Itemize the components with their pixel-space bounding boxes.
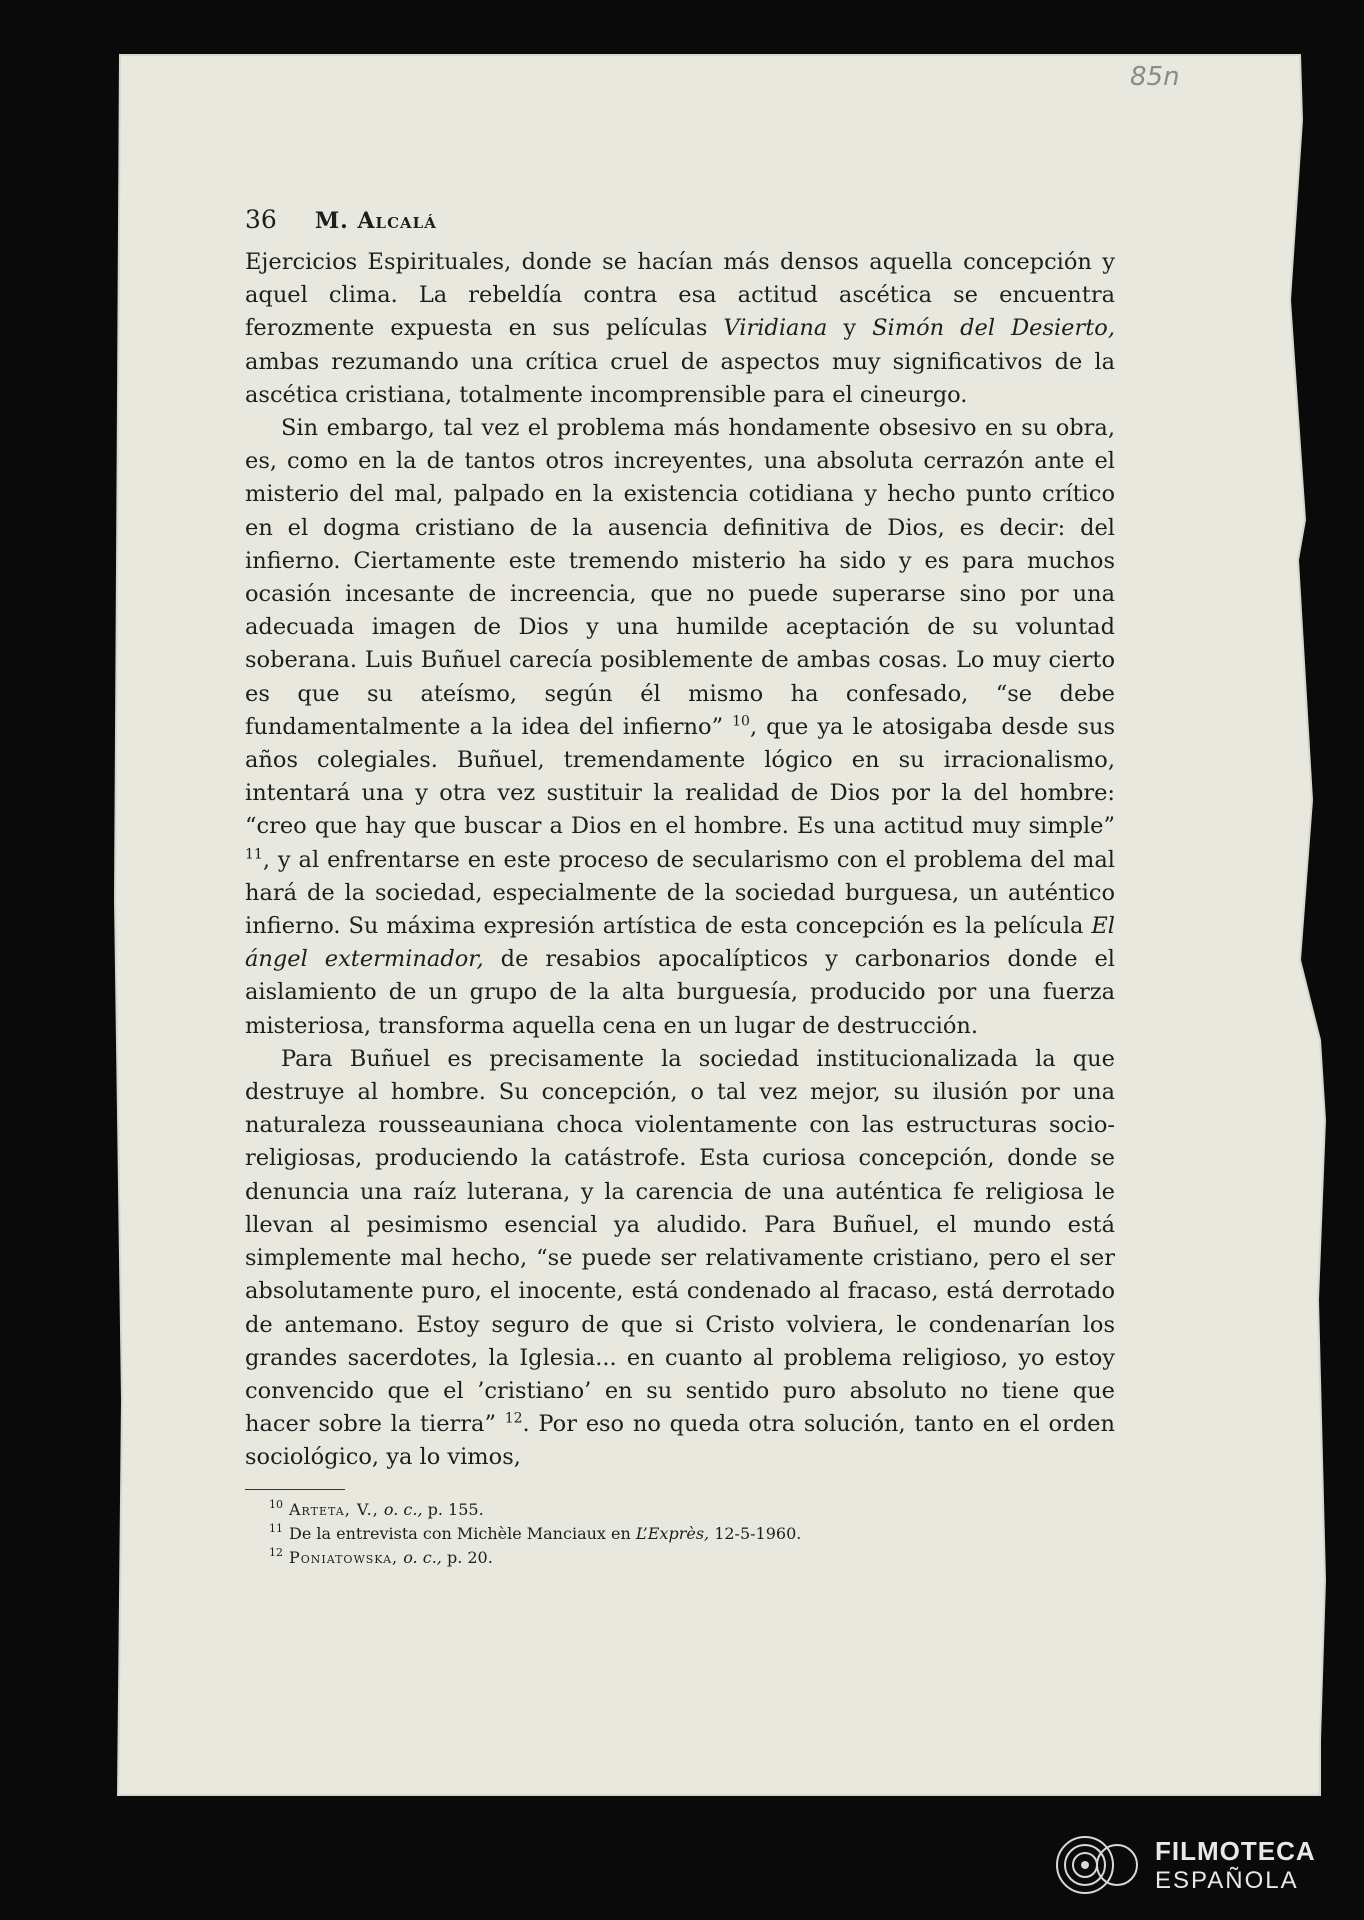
page-number: 36 (245, 205, 277, 234)
italic-text: El ángel exterminador, (245, 913, 1115, 973)
text-segment: , que ya le atosigaba desde sus años colegiales. Buñuel, tremendamente lógico en su irracionalismo, intentará una y otra vez sustituir la realidad de Dios por la del hombre: “creo que hay que buscar a Dios en el hombre. Es una actitud muy simple” (245, 713, 1115, 840)
footnote (269, 1498, 1115, 1522)
footnote-number: 10 (269, 1498, 283, 1512)
text-segment: , y al enfrentarse en este proceso de secularismo con el problema del mal hará de la sociedad, especialmente de la sociedad burguesa, un auténtico infierno. Su máxima expresión artística de esta concepción es la película (245, 846, 1115, 940)
footnote-rule (245, 1489, 345, 1490)
running-head-author: M. Alcalá (314, 208, 437, 234)
small-caps-text: Arteta, V., (289, 1499, 379, 1519)
logo-line1: FILMOTECA (1155, 1835, 1316, 1866)
text-segment: De la entrevista con Michèle Manciaux en (289, 1523, 636, 1543)
running-head (245, 205, 1115, 234)
text-segment: ambas rezumando una crítica cruel de aspectos muy significativos de la ascética cristiana, totalmente incomprensible para el cineurgo. (245, 348, 1115, 408)
handwritten-annotation: 85n (1130, 62, 1180, 92)
logo-line2: ESPAÑOLA (1155, 1866, 1299, 1894)
italic-text: Simón del Desierto, (872, 315, 1115, 342)
text-segment: Sin embargo, tal vez el problema más hondamente obsesivo en su obra, es, como en la de tantos otros increyentes, una absoluta cerrazón ante el misterio del mal, palpado en la existencia cotidiana y hecho punto crítico en el dogma cristiano de la ausencia definitiva de Dios, es decir: del infierno. Ciertamente este tremendo misterio ha sido y es para muchos ocasión incesante de increencia, que no puede superarse sino por una adecuada imagen de Dios y una humilde aceptación de su voluntad soberana. Luis Buñuel carecía posiblemente de ambas cosas. Lo muy cierto es que su ateísmo, según él mismo ha confesado, “se debe fundamentalmente a la idea del infierno” (245, 415, 1115, 740)
paragraph (245, 1043, 1115, 1475)
footnote (269, 1522, 1115, 1546)
italic-text: Viridiana (723, 315, 828, 342)
footnote-number: 12 (269, 1546, 283, 1560)
text-segment: p. 20. (441, 1547, 493, 1567)
text-segment: Ejercicios Espirituales, donde se hacían más densos aquella concepción y aquel clima. La rebeldía contra esa actitud ascética se encuentra ferozmente expuesta en sus películas (245, 249, 1115, 342)
text-segment: . Por eso no queda otra solución, tanto en el orden sociológico, ya lo vimos, (245, 1411, 1115, 1471)
paragraph (245, 246, 1115, 412)
footnote-number: 11 (269, 1522, 283, 1536)
footnote (269, 1546, 1115, 1570)
italic-text: o. c., (403, 1547, 442, 1567)
spiral-logo-icon (1055, 1830, 1141, 1900)
text-segment: de resabios apocalípticos y carbonarios donde el aislamiento de un grupo de la alta burguesía, producido por una fuerza misteriosa, transforma aquella cena en un lugar de destrucción. (245, 946, 1115, 1039)
italic-text: L’Exprès, (635, 1523, 710, 1543)
text-segment: 12-5-1960. (709, 1523, 802, 1543)
text-segment: y (827, 315, 873, 342)
text-segment: p. 155. (422, 1499, 484, 1519)
filmoteca-logo (1055, 1820, 1355, 1910)
paragraph (245, 412, 1115, 1043)
italic-text: o. c., (383, 1499, 423, 1519)
footnote-reference: 12 (504, 1410, 523, 1427)
page-content (245, 205, 1115, 1570)
small-caps-text: Poniatowska, (289, 1547, 399, 1567)
text-segment: Para Buñuel es precisamente la sociedad institucionalizada la que destruye al hombre. Su concepción, o tal vez mejor, su ilusión por una naturaleza rousseauniana choca violentamente con las estructuras socio-religiosas, produciendo la catástrofe. Esta curiosa concepción, donde se denuncia una raíz luterana, y la carencia de una auténtica fe religiosa le llevan al pesimismo esencial ya aludido. Para Buñuel, el mundo está simplemente mal hecho, “se puede ser relativamente cristiano, pero el ser absolutamente puro, el inocente, está condenado al fracaso, está derrotado de antemano. Estoy seguro de que si Cristo volviera, le condenarían los grandes sacerdotes, la Iglesia... en cuanto al problema religioso, yo estoy convencido que el ’cristiano’ en su sentido puro absoluto no tiene que hacer sobre la tierra” (245, 1045, 1115, 1438)
footnotes (245, 1498, 1115, 1570)
footnote-reference: 11 (245, 846, 263, 863)
body-text (245, 246, 1115, 1475)
footnote-reference: 10 (732, 713, 750, 730)
